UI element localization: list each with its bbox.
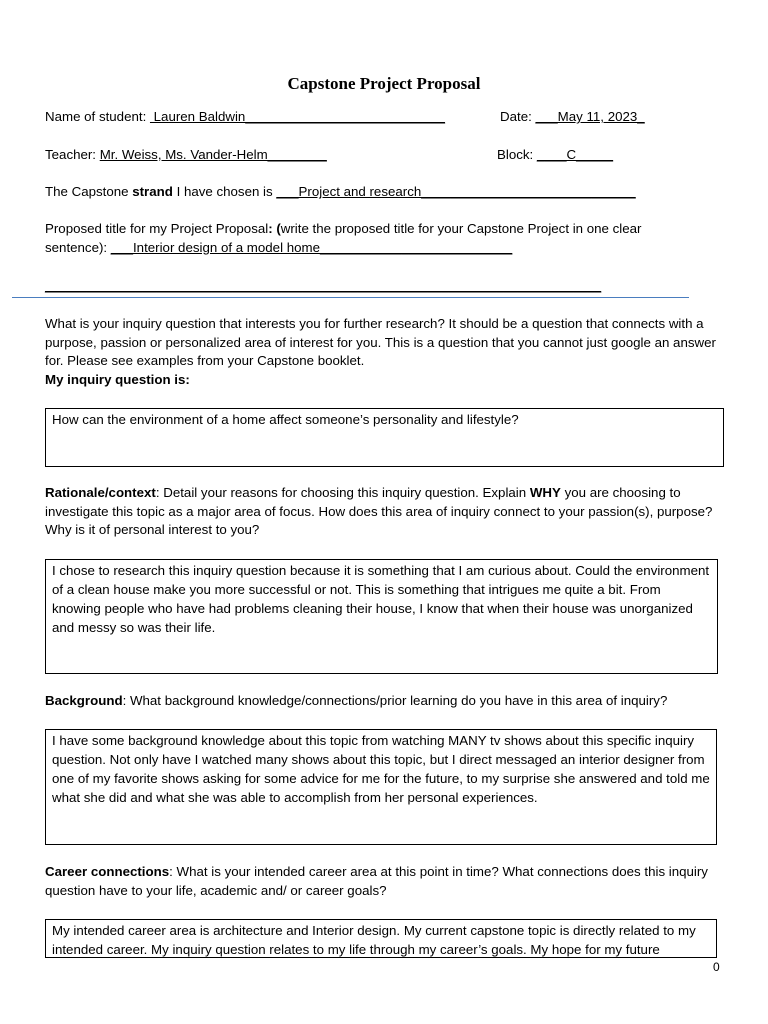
rationale-prompt-a: : Detail your reasons for choosing this inquiry question. Explain	[155, 485, 530, 500]
proposed-title-prefix: Proposed title for my Project Proposal	[45, 221, 269, 236]
inquiry-prompt: What is your inquiry question that interests you for further research? It should be a question that connects with a purpose, passion or personalized area of interest for you. This is a question that you cannot just google an answer for. Please see examples from your Capstone booklet.	[45, 316, 716, 368]
page-title: Capstone Project Proposal	[287, 74, 481, 93]
rationale-prompt-b: you are choosing to investigate this topic as a major area of focus. How does this area of inquiry connect to your passion(s), purpose? Why is it of personal interest to you?	[45, 485, 713, 537]
background-prompt	[45, 692, 745, 711]
date-row	[500, 108, 645, 126]
proposed-title-line2	[45, 239, 512, 257]
career-prompt-text: : What is your intended career area at this point in time? What connections does this inquiry question have to your life, academic and/ or career goals?	[45, 864, 708, 898]
proposed-title-sentence-label: sentence):	[45, 240, 111, 255]
rationale-answer-text: I chose to research this inquiry question because it is something that I am curious about. Could the environment of a clean house make you more successful or not. This is something that intrigues me quite a bit. From knowing people who have had problems cleaning their house, I know that when their house was unorganized and messy so was their life.	[52, 563, 710, 635]
background-label: Background	[45, 693, 123, 708]
proposed-title-line1	[45, 220, 641, 238]
strand-value: ___Project and research_____________________________	[276, 184, 636, 199]
career-label: Career connections	[45, 864, 170, 879]
career-answer-box[interactable]	[45, 919, 717, 958]
name-label: Name of student:	[45, 109, 147, 124]
blank-underline	[45, 277, 601, 295]
date-label: Date:	[500, 109, 532, 124]
strand-prefix: The Capstone	[45, 184, 133, 199]
page-number: 0	[713, 960, 720, 974]
proposed-title-value: ___Interior design of a model home__________________________	[110, 240, 513, 255]
block-label: Block:	[497, 147, 534, 162]
inquiry-label-text: My inquiry question is:	[45, 372, 190, 387]
blank-underline-text: ________________________________________________________________________________	[45, 279, 602, 293]
block-row	[497, 146, 613, 164]
name-row	[45, 108, 445, 126]
background-answer-box[interactable]	[45, 729, 717, 845]
section-divider	[12, 297, 689, 298]
proposed-title-bold: : (	[268, 221, 281, 236]
rationale-label: Rationale/context	[45, 485, 156, 500]
date-value: ___May 11, 2023_	[535, 109, 645, 124]
inquiry-label	[45, 371, 190, 389]
career-prompt	[45, 863, 725, 900]
inquiry-answer-text: How can the environment of a home affect someone’s personality and lifestyle?	[52, 412, 519, 427]
rationale-answer-box[interactable]	[45, 559, 718, 674]
background-answer-text: I have some background knowledge about this topic from watching MANY tv shows about this specific inquiry question. Not only have I watched many shows about this topic, but I direct messaged an interior designer from one of my favorite shows asking for some advice for me for the future, to my surprise she answered and told me what she did and what she was able to accomplish from her personal experiences.	[52, 733, 710, 805]
background-prompt-text: : What background knowledge/connections/prior learning do you have in this area of inquiry?	[122, 693, 668, 708]
inquiry-answer-box[interactable]	[45, 408, 724, 467]
teacher-value: Mr. Weiss, Ms. Vander-Helm________	[99, 147, 327, 162]
strand-suffix: I have chosen is	[172, 184, 277, 199]
strand-bold: strand	[132, 184, 173, 199]
rationale-prompt	[45, 484, 725, 540]
rationale-prompt-bold: WHY	[529, 485, 561, 500]
teacher-label: Teacher:	[45, 147, 96, 162]
strand-row	[45, 183, 636, 201]
block-value: ____C_____	[536, 147, 614, 162]
name-value: Lauren Baldwin___________________________	[149, 109, 445, 124]
proposed-title-instructions: write the proposed title for your Capstone Project in one clear	[280, 221, 642, 236]
career-answer-text: My intended career area is architecture and Interior design. My current capstone topic is directly related to my intended career. My inquiry question relates to my life through my career’s goals. My hope for my future	[52, 923, 696, 957]
teacher-row	[45, 146, 327, 164]
